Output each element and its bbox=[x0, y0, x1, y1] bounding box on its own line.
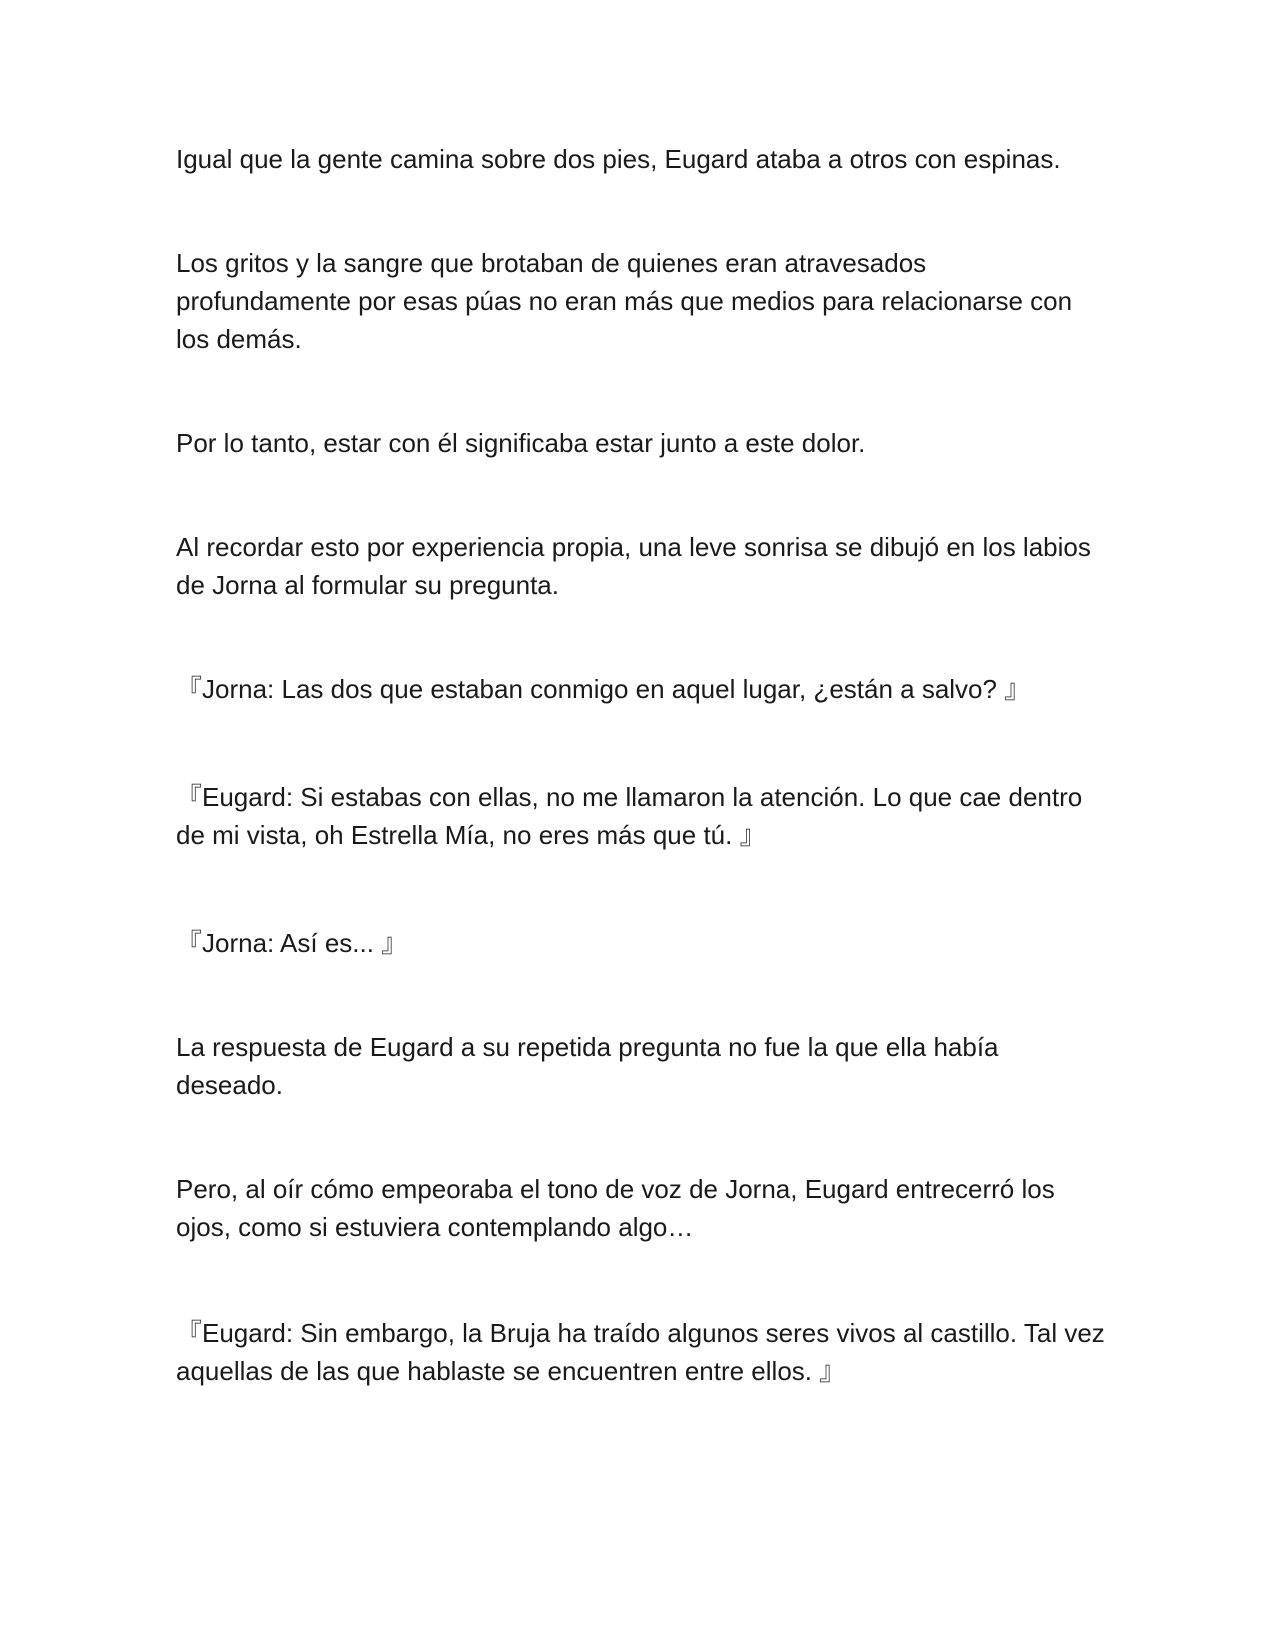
dialogue-eugard-2: 『Eugard: Sin embargo, la Bruja ha traído algunos seres vivos al castillo. Tal vez aquellas de las que hablaste se encuentren entre ellos. 』 bbox=[176, 1318, 1105, 1386]
paragraph-4: Al recordar esto por experiencia propia, una leve sonrisa se dibujó en los labios de Jorna al formular su pregunta. bbox=[176, 532, 1091, 600]
dialogue-jorna-2: 『Jorna: Así es... 』 bbox=[176, 928, 408, 958]
dialogue-jorna-1: 『Jorna: Las dos que estaban conmigo en aquel lugar, ¿están a salvo? 』 bbox=[176, 674, 1031, 704]
paragraph-5: La respuesta de Eugard a su repetida pregunta no fue la que ella había deseado. bbox=[176, 1032, 999, 1100]
paragraph-2: Los gritos y la sangre que brotaban de quienes eran atravesados profundamente por esas púas no eran más que medios para relacionarse con los demás. bbox=[176, 248, 1073, 354]
paragraph-6: Pero, al oír cómo empeoraba el tono de voz de Jorna, Eugard entrecerró los ojos, como si estuviera contemplando algo… bbox=[176, 1174, 1055, 1242]
dialogue-eugard-1: 『Eugard: Si estabas con ellas, no me llamaron la atención. Lo que cae dentro de mi vista, oh Estrella Mía, no eres más que tú. 』 bbox=[176, 782, 1083, 850]
paragraph-1: Igual que la gente camina sobre dos pies, Eugard ataba a otros con espinas. bbox=[176, 144, 1061, 174]
paragraph-3: Por lo tanto, estar con él significaba estar junto a este dolor. bbox=[176, 428, 866, 458]
